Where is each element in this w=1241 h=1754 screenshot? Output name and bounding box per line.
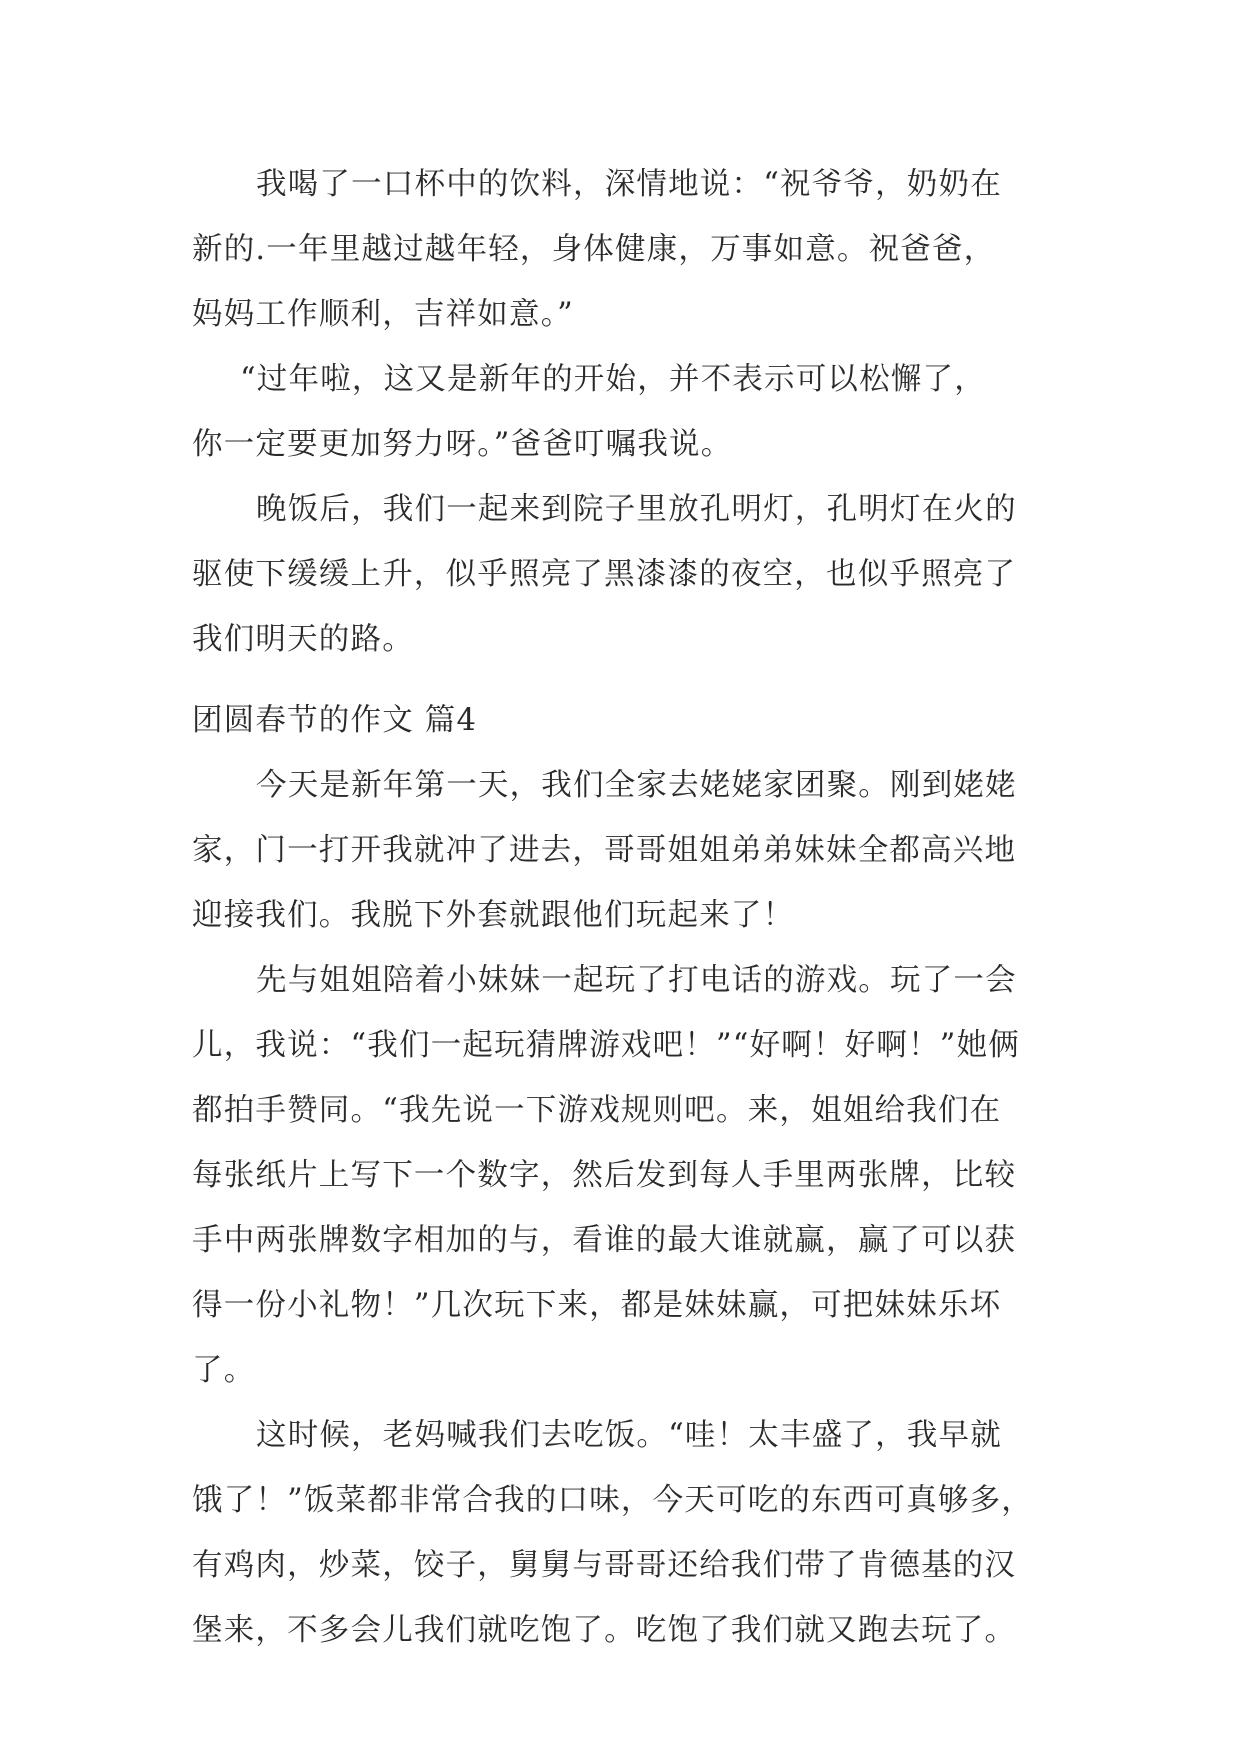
text-line: 堡来，不多会儿我们就吃饱了。吃饱了我们就又跑去玩了。 [192, 1613, 1017, 1648]
text-line: 先与姐姐陪着小妹妹一起玩了打电话的游戏。玩了一会 [256, 963, 1017, 998]
text-line: 我们明天的路。 [192, 622, 414, 657]
bottom-text-section [192, 753, 1072, 1663]
paragraph [192, 753, 1072, 948]
text-line: 手中两张牌数字相加的与，看谁的最大谁就赢，赢了可以获 [192, 1223, 1017, 1258]
text-line: 你一定要更加努力呀。”爸爸叮嘱我说。 [192, 427, 733, 462]
paragraph [192, 948, 1072, 1403]
text-line: 家，门一打开我就冲了进去，哥哥姐姐弟弟妹妹全都高兴地 [192, 833, 1017, 868]
text-line: 都拍手赞同。“我先说一下游戏规则吧。来，姐姐给我们在 [192, 1093, 1002, 1128]
text-line: 驱使下缓缓上升，似乎照亮了黑漆漆的夜空，也似乎照亮了 [192, 557, 1017, 592]
text-line: 我喝了一口杯中的饮料，深情地说：“祝爷爷，奶奶在 [256, 167, 1002, 202]
text-line: 儿，我说：“我们一起玩猜牌游戏吧！”“好啊！好啊！”她俩 [192, 1028, 1020, 1063]
paragraph [192, 152, 1072, 347]
section-heading: 团圆春节的作文 篇4 [192, 703, 478, 738]
paragraph [192, 1403, 1072, 1663]
text-line: 有鸡肉，炒菜，饺子，舅舅与哥哥还给我们带了肯德基的汉 [192, 1548, 1017, 1583]
text-line: 得一份小礼物！”几次玩下来，都是妹妹赢，可把妹妹乐坏 [192, 1288, 1002, 1323]
paragraph [192, 477, 1072, 672]
paragraph [192, 347, 1072, 477]
text-line: 今天是新年第一天，我们全家去姥姥家团聚。刚到姥姥 [256, 768, 1017, 803]
text-line: 晚饭后，我们一起来到院子里放孔明灯，孔明灯在火的 [256, 492, 1017, 527]
text-line: 饿了！”饭菜都非常合我的口味，今天可吃的东西可真够多， [192, 1483, 1033, 1518]
text-line: “过年啦，这又是新年的开始，并不表示可以松懈了， [240, 362, 986, 397]
text-line: 迎接我们。我脱下外套就跟他们玩起来了！ [192, 898, 795, 933]
text-line: 了。 [192, 1353, 256, 1388]
section-heading-block [192, 688, 1072, 753]
top-text-section [192, 152, 1072, 672]
text-line: 这时候，老妈喊我们去吃饭。“哇！太丰盛了，我早就 [256, 1418, 1002, 1453]
text-line: 妈妈工作顺利，吉祥如意。” [192, 297, 574, 332]
text-line: 每张纸片上写下一个数字，然后发到每人手里两张牌，比较 [192, 1158, 1017, 1193]
text-line: 新的.一年里越过越年轻，身体健康，万事如意。祝爸爸， [192, 232, 996, 267]
